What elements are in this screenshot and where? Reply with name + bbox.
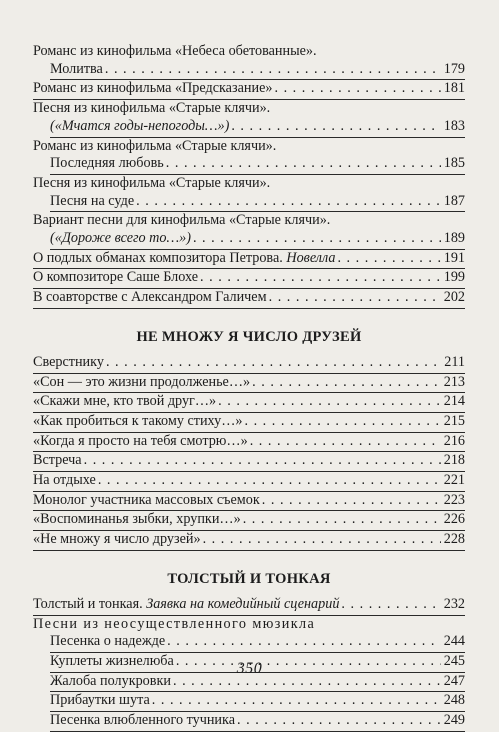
page-number: 249 xyxy=(443,712,465,729)
toc-entry xyxy=(33,250,465,270)
toc-entry xyxy=(33,138,465,175)
entry-title: Романс из кинофильма «Старые клячи». xyxy=(33,137,277,154)
entry-title: Прибаутки шута xyxy=(50,692,150,709)
page-number: 214 xyxy=(443,393,465,410)
toc-entry xyxy=(33,80,465,100)
entry-title: Песня из кинофильма «Старые клячи». xyxy=(33,100,271,117)
entry-title: Сверстнику xyxy=(33,353,104,370)
entry-title: О подлых обманах композитора Петрова. xyxy=(33,249,283,266)
page-number: 191 xyxy=(443,249,465,266)
page-number: 223 xyxy=(443,491,465,508)
page-number: 215 xyxy=(443,412,465,429)
page-number: 187 xyxy=(443,192,465,209)
page-footer-number: 350 xyxy=(236,660,263,677)
entry-title: Песенка о надежде xyxy=(50,633,166,650)
toc-entry xyxy=(33,692,465,712)
entry-genre: Заявка на комедийный сценарий xyxy=(146,595,340,612)
entry-title: «Сон — это жизни продолженье…» xyxy=(33,373,251,390)
toc-entry xyxy=(33,100,465,137)
page-number: 248 xyxy=(443,692,465,709)
entry-title: «Как пробиться к такому стиху…» xyxy=(33,412,243,429)
entry-title: Романс из кинофильма «Предсказание» xyxy=(33,80,273,97)
entry-title: Жалоба полукровки xyxy=(50,672,171,689)
page-number: 221 xyxy=(443,472,465,489)
entry-title: Монолог участника массовых съемок xyxy=(33,491,260,508)
entry-title: «Когда я просто на тебя смотрю…» xyxy=(33,432,248,449)
toc-entry xyxy=(33,413,465,433)
divider xyxy=(33,308,465,309)
page-number: 247 xyxy=(443,672,465,689)
toc-entry xyxy=(33,269,465,289)
entry-subtitle: Молитва xyxy=(50,60,103,77)
section-heading: ТОЛСТЫЙ И ТОНКАЯ xyxy=(167,570,331,587)
toc-entry xyxy=(33,633,465,653)
toc-entry xyxy=(33,472,465,492)
toc-entry xyxy=(33,712,465,732)
toc-entry xyxy=(33,374,465,394)
page-number: 199 xyxy=(443,269,465,286)
toc-entry xyxy=(33,531,465,551)
page-number: 189 xyxy=(443,230,465,247)
entry-title: О композиторе Саше Блохе xyxy=(33,269,199,286)
toc-entry xyxy=(33,354,465,374)
entry-subtitle: («Дороже всего то…») xyxy=(50,230,191,247)
entry-title: Куплеты жизнелюба xyxy=(50,652,174,669)
entry-title: «Не множу я число друзей» xyxy=(33,531,201,548)
toc-entry xyxy=(33,492,465,512)
entry-subtitle: Последняя любовь xyxy=(50,155,164,172)
entry-subtitle: Песня на суде xyxy=(50,192,135,209)
toc-entry xyxy=(33,393,465,413)
toc-entry xyxy=(33,43,465,80)
page-number: 211 xyxy=(444,353,465,370)
page-number: 226 xyxy=(443,511,465,528)
entry-title: Толстый и тонкая. xyxy=(33,595,143,612)
divider xyxy=(33,550,465,551)
entry-genre: Новелла xyxy=(286,249,336,266)
page-number: 218 xyxy=(443,452,465,469)
page-number: 183 xyxy=(443,117,465,134)
section-heading: НЕ МНОЖУ Я ЧИСЛО ДРУЗЕЙ xyxy=(136,328,362,345)
entry-title: Песенка влюбленного тучника xyxy=(50,712,235,729)
entry-title: «Скажи мне, кто твой друг…» xyxy=(33,393,217,410)
toc-entry xyxy=(33,175,465,212)
page-number: 179 xyxy=(443,60,465,77)
page-number: 216 xyxy=(443,432,465,449)
toc-entry xyxy=(33,289,465,309)
entry-title: Песни из неосуществленного мюзикла xyxy=(33,615,316,632)
page-number: 232 xyxy=(443,595,465,612)
entry-title: Встреча xyxy=(33,452,82,469)
toc-entry xyxy=(33,212,465,249)
page-number: 181 xyxy=(443,80,465,97)
entry-title: Вариант песни для кинофильма «Старые клячи». xyxy=(33,212,331,229)
toc-entry xyxy=(33,511,465,531)
entry-title: Песня из кинофильма «Старые клячи». xyxy=(33,174,271,191)
toc-entry xyxy=(33,616,465,634)
toc-entry xyxy=(33,452,465,472)
page-number: 185 xyxy=(443,155,465,172)
table-of-contents xyxy=(33,43,465,732)
entry-subtitle: («Мчатся годы-непогоды…») xyxy=(50,117,230,134)
page-number: 228 xyxy=(443,531,465,548)
entry-title: На отдыхе xyxy=(33,472,96,489)
entry-title: Романс из кинофильма «Небеса обетованные». xyxy=(33,43,317,59)
page-number: 244 xyxy=(443,633,465,650)
toc-entry xyxy=(33,596,465,616)
page-number: 245 xyxy=(443,652,465,669)
entry-title: «Воспоминанья зыбки, хрупки…» xyxy=(33,511,241,528)
entry-title: В соавторстве с Александром Галичем xyxy=(33,289,267,306)
toc-entry xyxy=(33,433,465,453)
page-number: 213 xyxy=(443,373,465,390)
page-number: 202 xyxy=(443,289,465,306)
